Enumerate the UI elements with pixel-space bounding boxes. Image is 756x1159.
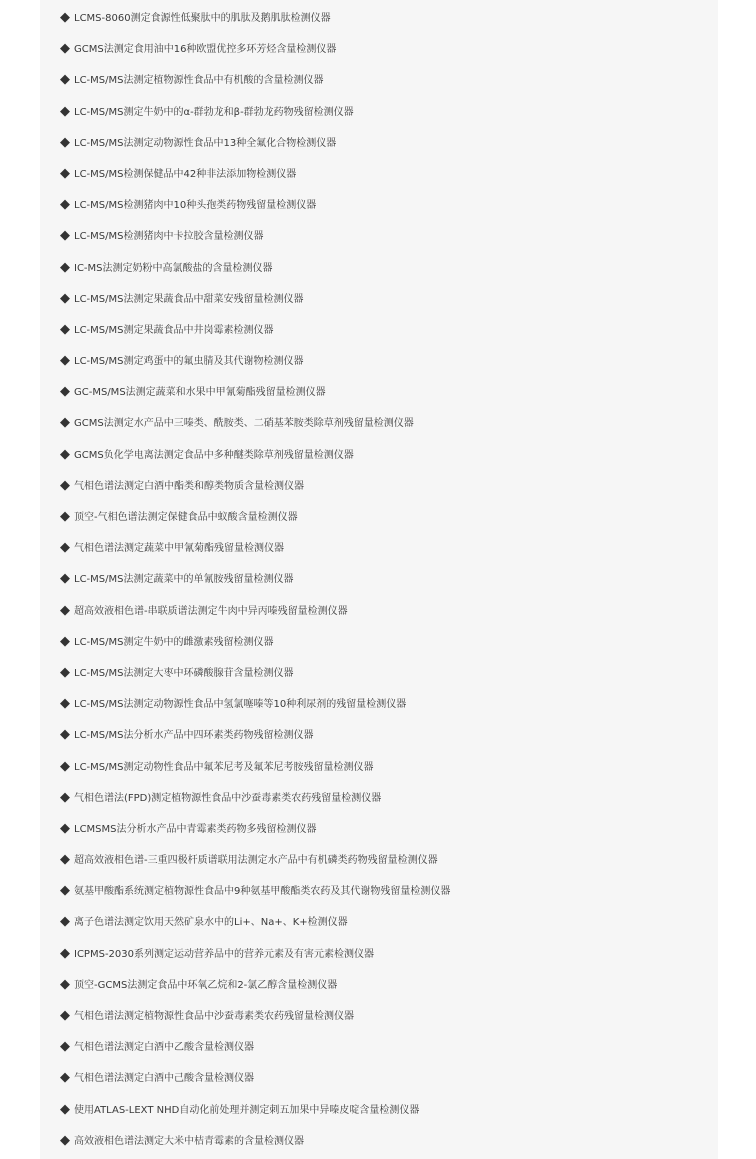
list-item [60, 189, 718, 220]
diamond-bullet-icon: ◆ [60, 165, 70, 181]
diamond-bullet-icon: ◆ [60, 446, 70, 462]
diamond-bullet-icon: ◆ [60, 1070, 70, 1086]
diamond-bullet-icon: ◆ [60, 540, 70, 556]
list-item-text: LC-MS/MS法测定植物源性食品中有机酸的含量检测仪器 [74, 75, 324, 87]
instrument-list [60, 2, 718, 1156]
diamond-bullet-icon: ◆ [60, 696, 70, 712]
list-item-text: GCMS负化学电离法测定食品中多种醚类除草剂残留量检测仪器 [74, 449, 354, 461]
list-item [60, 96, 718, 127]
list-item [60, 314, 718, 345]
list-item-text: LC-MS/MS检测猪肉中10种头孢类药物残留量检测仪器 [74, 200, 317, 212]
list-item [60, 657, 718, 688]
list-item-text: GCMS法测定食用油中16种欧盟优控多环芳烃含量检测仪器 [74, 44, 337, 56]
list-item [60, 782, 718, 813]
list-item-text: 使用ATLAS-LEXT NHD自动化前处理并测定刺五加果中异嗪皮啶含量检测仪器 [74, 1104, 420, 1116]
list-item [60, 1000, 718, 1031]
diamond-bullet-icon: ◆ [60, 228, 70, 244]
diamond-bullet-icon: ◆ [60, 290, 70, 306]
diamond-bullet-icon: ◆ [60, 509, 70, 524]
list-item [60, 875, 718, 906]
diamond-bullet-icon: ◆ [60, 415, 70, 431]
diamond-bullet-icon: ◆ [60, 197, 70, 213]
list-item-text: LC-MS/MS法测定蔬菜中的单氰胺残留量检测仪器 [74, 574, 294, 586]
diamond-bullet-icon: ◆ [60, 10, 70, 25]
list-item [60, 938, 718, 969]
diamond-bullet-icon: ◆ [60, 477, 70, 493]
diamond-bullet-icon: ◆ [60, 353, 70, 369]
diamond-bullet-icon: ◆ [60, 321, 70, 337]
list-item [60, 1031, 718, 1062]
diamond-bullet-icon: ◆ [60, 103, 70, 119]
list-item-text: LC-MS/MS法测定动物源性食品中13种全氟化合物检测仪器 [74, 137, 337, 149]
list-item-text: 高效液相色谱法测定大米中桔青霉素的含量检测仪器 [74, 1135, 304, 1147]
list-item-text: LC-MS/MS法测定大枣中环磷酸腺苷含量检测仪器 [74, 667, 294, 679]
list-item [60, 844, 718, 875]
list-item-text: LC-MS/MS检测猪肉中卡拉胶含量检测仪器 [74, 231, 264, 243]
diamond-bullet-icon: ◆ [60, 976, 70, 992]
list-item-text: GCMS法测定水产品中三嗪类、酰胺类、二硝基苯胺类除草剂残留量检测仪器 [74, 418, 414, 430]
diamond-bullet-icon: ◆ [60, 633, 70, 649]
list-item-text: 超高效液相色谱-三重四极杆质谱联用法测定水产品中有机磷类药物残留量检测仪器 [74, 855, 438, 867]
list-item-text: LC-MS/MS法测定果蔬食品中甜菜安残留量检测仪器 [74, 293, 304, 305]
list-item [60, 813, 718, 844]
list-item [60, 64, 718, 95]
diamond-bullet-icon: ◆ [60, 384, 70, 400]
list-item-text: LCMS-8060测定食源性低聚肽中的肌肽及鹅肌肽检测仪器 [74, 13, 331, 24]
list-item [60, 563, 718, 594]
list-item-text: 离子色谱法测定饮用天然矿泉水中的Li+、Na+、K+检测仪器 [74, 917, 348, 929]
content-panel [40, 0, 718, 1159]
list-item-text: 顶空-GCMS法测定食品中环氧乙烷和2-氯乙醇含量检测仪器 [74, 979, 338, 991]
diamond-bullet-icon: ◆ [60, 1101, 70, 1117]
list-item [60, 33, 718, 64]
diamond-bullet-icon: ◆ [60, 914, 70, 930]
list-item [60, 2, 718, 33]
diamond-bullet-icon: ◆ [60, 1039, 70, 1055]
list-item [60, 283, 718, 314]
list-item [60, 127, 718, 158]
list-item-text: IC-MS法测定奶粉中高氯酸盐的含量检测仪器 [74, 262, 273, 274]
list-item-text: LC-MS/MS测定动物性食品中氟苯尼考及氟苯尼考胺残留量检测仪器 [74, 761, 374, 773]
diamond-bullet-icon: ◆ [60, 259, 70, 275]
diamond-bullet-icon: ◆ [60, 1008, 70, 1023]
diamond-bullet-icon: ◆ [60, 41, 70, 57]
list-item [60, 1062, 718, 1093]
list-item [60, 688, 718, 719]
list-item-text: 气相色谱法测定白酒中酯类和醇类物质含量检测仪器 [74, 480, 304, 492]
list-item [60, 407, 718, 438]
list-item [60, 376, 718, 407]
list-item [60, 345, 718, 376]
diamond-bullet-icon: ◆ [60, 883, 70, 899]
list-item [60, 501, 718, 532]
list-item-text: LC-MS/MS法分析水产品中四环素类药物残留检测仪器 [74, 730, 314, 742]
list-item [60, 439, 718, 470]
list-item [60, 719, 718, 750]
diamond-bullet-icon: ◆ [60, 602, 70, 618]
diamond-bullet-icon: ◆ [60, 727, 70, 743]
list-item-text: LC-MS/MS测定果蔬食品中井岗霉素检测仪器 [74, 324, 274, 336]
list-item-text: GC-MS/MS法测定蔬菜和水果中甲氰菊酯残留量检测仪器 [74, 387, 326, 399]
list-item-text: 气相色谱法(FPD)测定植物源性食品中沙蚕毒素类农药残留量检测仪器 [74, 792, 382, 804]
diamond-bullet-icon: ◆ [60, 758, 70, 774]
list-item [60, 595, 718, 626]
list-item [60, 158, 718, 189]
list-item [60, 1125, 718, 1156]
diamond-bullet-icon: ◆ [60, 72, 70, 88]
list-item-text: LC-MS/MS测定牛奶中的雌激素残留检测仪器 [74, 636, 274, 648]
diamond-bullet-icon: ◆ [60, 1132, 70, 1148]
list-item-text: 气相色谱法测定白酒中己酸含量检测仪器 [74, 1073, 254, 1085]
list-item [60, 626, 718, 657]
list-item-text: LC-MS/MS测定鸡蛋中的氟虫腈及其代谢物检测仪器 [74, 356, 304, 368]
diamond-bullet-icon: ◆ [60, 820, 70, 836]
diamond-bullet-icon: ◆ [60, 571, 70, 587]
list-item-text: 顶空-气相色谱法测定保健食品中蚁酸含量检测仪器 [74, 512, 298, 523]
list-item-text: LC-MS/MS测定牛奶中的α-群勃龙和β-群勃龙药物残留检测仪器 [74, 106, 354, 118]
diamond-bullet-icon: ◆ [60, 789, 70, 805]
list-item [60, 470, 718, 501]
list-item-text: 气相色谱法测定植物源性食品中沙蚕毒素类农药残留量检测仪器 [74, 1011, 354, 1022]
list-item-text: LCMSMS法分析水产品中青霉素类药物多残留检测仪器 [74, 823, 317, 835]
list-item [60, 532, 718, 563]
diamond-bullet-icon: ◆ [60, 134, 70, 150]
diamond-bullet-icon: ◆ [60, 945, 70, 961]
list-item [60, 1094, 718, 1125]
list-item-text: ICPMS-2030系列测定运动营养品中的营养元素及有害元素检测仪器 [74, 948, 374, 960]
list-item-text: LC-MS/MS法测定动物源性食品中氢氯噻嗪等10种利尿剂的残留量检测仪器 [74, 699, 407, 711]
list-item-text: 氨基甲酸酯系统测定植物源性食品中9种氨基甲酸酯类农药及其代谢物残留量检测仪器 [74, 886, 451, 898]
list-item [60, 969, 718, 1000]
list-item [60, 906, 718, 937]
list-item [60, 751, 718, 782]
list-item-text: 气相色谱法测定蔬菜中甲氰菊酯残留量检测仪器 [74, 543, 284, 555]
list-item-text: LC-MS/MS检测保健品中42种非法添加物检测仪器 [74, 168, 297, 180]
diamond-bullet-icon: ◆ [60, 664, 70, 680]
list-item [60, 220, 718, 251]
diamond-bullet-icon: ◆ [60, 852, 70, 868]
list-item-text: 气相色谱法测定白酒中乙酸含量检测仪器 [74, 1042, 254, 1054]
list-item [60, 252, 718, 283]
list-item-text: 超高效液相色谱-串联质谱法测定牛肉中异丙嗪残留量检测仪器 [74, 605, 348, 617]
